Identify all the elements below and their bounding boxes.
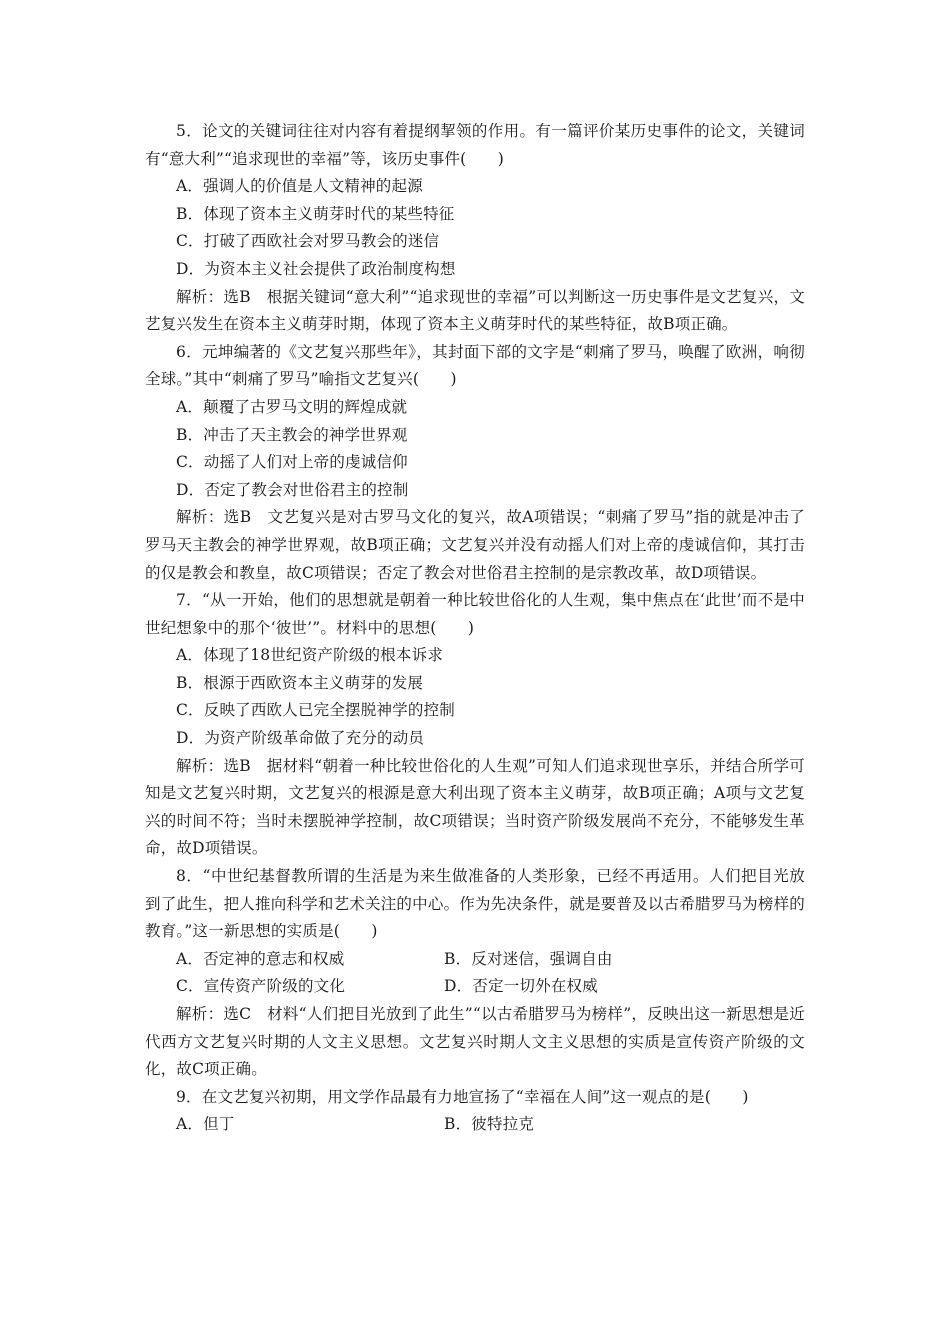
question-7-stem: 7．“从一开始，他们的思想就是朝着一种比较世俗化的人生观，集中焦点在‘此世’而不是中世纪想象中的那个‘彼世’”。材料中的思想( ) [145,591,805,637]
question-7-analysis: 解析：选B 据材料“朝着一种比较世俗化的人生观”可知人们追求现世享乐，并结合所学可知是文艺复兴时期，文艺复兴的根源是意大利出现了资本主义萌芽，故B项正确；A项与文艺复兴的时间不符；当时未摆脱神学控制，故C项错误；当时资产阶级发展尚不充分，不能够发生革命，故D项错误。 [145,756,805,858]
question-8-option-b: B．反对迷信，强调自由 [444,949,613,968]
question-5-option-b: B．体现了资本主义萌芽时代的某些特征 [176,204,455,223]
question-8-option-d: D．否定一切外在权威 [444,977,598,996]
question-9-option-a: A．但丁 [176,1115,235,1134]
question-5-analysis: 解析：选B 根据关键词“意大利”“追求现世的幸福”可以判断这一历史事件是文艺复兴，文艺复兴发生在资本主义萌芽时期，体现了资本主义萌芽时代的某些特征，故B项正确。 [145,287,805,334]
question-7-option-a: A．体现了18世纪资产阶级的根本诉求 [176,646,444,665]
question-content [145,118,805,1139]
question-6-option-b: B．冲击了天主教会的神学世界观 [176,425,408,444]
question-8-stem: 8．“中世纪基督教所谓的生活是为来生做准备的人类形象，已经不再适用。人们把目光放到了此生，把人推向科学和艺术关注的中心。作为先决条件，就是要普及以古希腊罗马为榜样的教育。”这一新思想的实质是( ) [145,867,805,941]
question-8-analysis: 解析：选C 材料“人们把目光放到了此生”“以古希腊罗马为榜样”，反映出这一新思想是近代西方文艺复兴时期的人文主义思想。文艺复兴时期人文主义思想的实质是宣传资产阶级的文化，故C项正确。 [145,1005,805,1079]
question-5-option-d: D．为资本主义社会提供了政治制度构想 [176,259,456,278]
question-9-options-row-1 [145,1111,805,1139]
question-6-analysis: 解析：选B 文艺复兴是对古罗马文化的复兴，故A项错误；“刺痛了罗马”指的就是冲击了罗马天主教会的神学世界观，故B项正确；文艺复兴并没有动摇人们对上帝的虔诚信仰，其打击的仅是教会和教皇，故C项错误；否定了教会对世俗君主控制的是宗教改革，故D项错误。 [145,508,805,582]
question-6-option-d: D．否定了教会对世俗君主的控制 [176,480,409,499]
question-5-option-a: A．强调人的价值是人文精神的起源 [176,177,423,196]
question-8-option-c: C．宣传资产阶级的文化 [176,977,346,996]
question-6-stem: 6．元坤编著的《文艺复兴那些年》，其封面下部的文字是“刺痛了罗马，唤醒了欧洲，响彻全球。”其中“刺痛了罗马”喻指文艺复兴( ) [145,342,805,389]
question-5-stem: 5．论文的关键词往往对内容有着提纲挈领的作用。有一篇评价某历史事件的论文，关键词有“意大利”“追求现世的幸福”等，该历史事件( ) [145,122,805,168]
question-5-option-c: C．打破了西欧社会对罗马教会的迷信 [176,232,440,251]
question-6-option-a: A．颠覆了古罗马文明的辉煌成就 [176,397,408,416]
question-9-stem: 9．在文艺复兴初期，用文学作品最有力地宣扬了“幸福在人间”这一观点的是( ) [176,1087,749,1106]
question-8-options-row-1 [145,946,805,974]
question-8-option-a: A．否定神的意志和权威 [176,949,345,968]
question-9-option-b: B．彼特拉克 [444,1115,535,1134]
question-8-options-row-2 [145,973,805,1001]
question-7-option-d: D．为资产阶级革命做了充分的动员 [176,729,425,748]
question-6-option-c: C．动摇了人们对上帝的虔诚信仰 [176,453,408,472]
question-7-option-b: B．根源于西欧资本主义萌芽的发展 [176,673,424,692]
question-7-option-c: C．反映了西欧人已完全摆脱神学的控制 [176,701,455,720]
